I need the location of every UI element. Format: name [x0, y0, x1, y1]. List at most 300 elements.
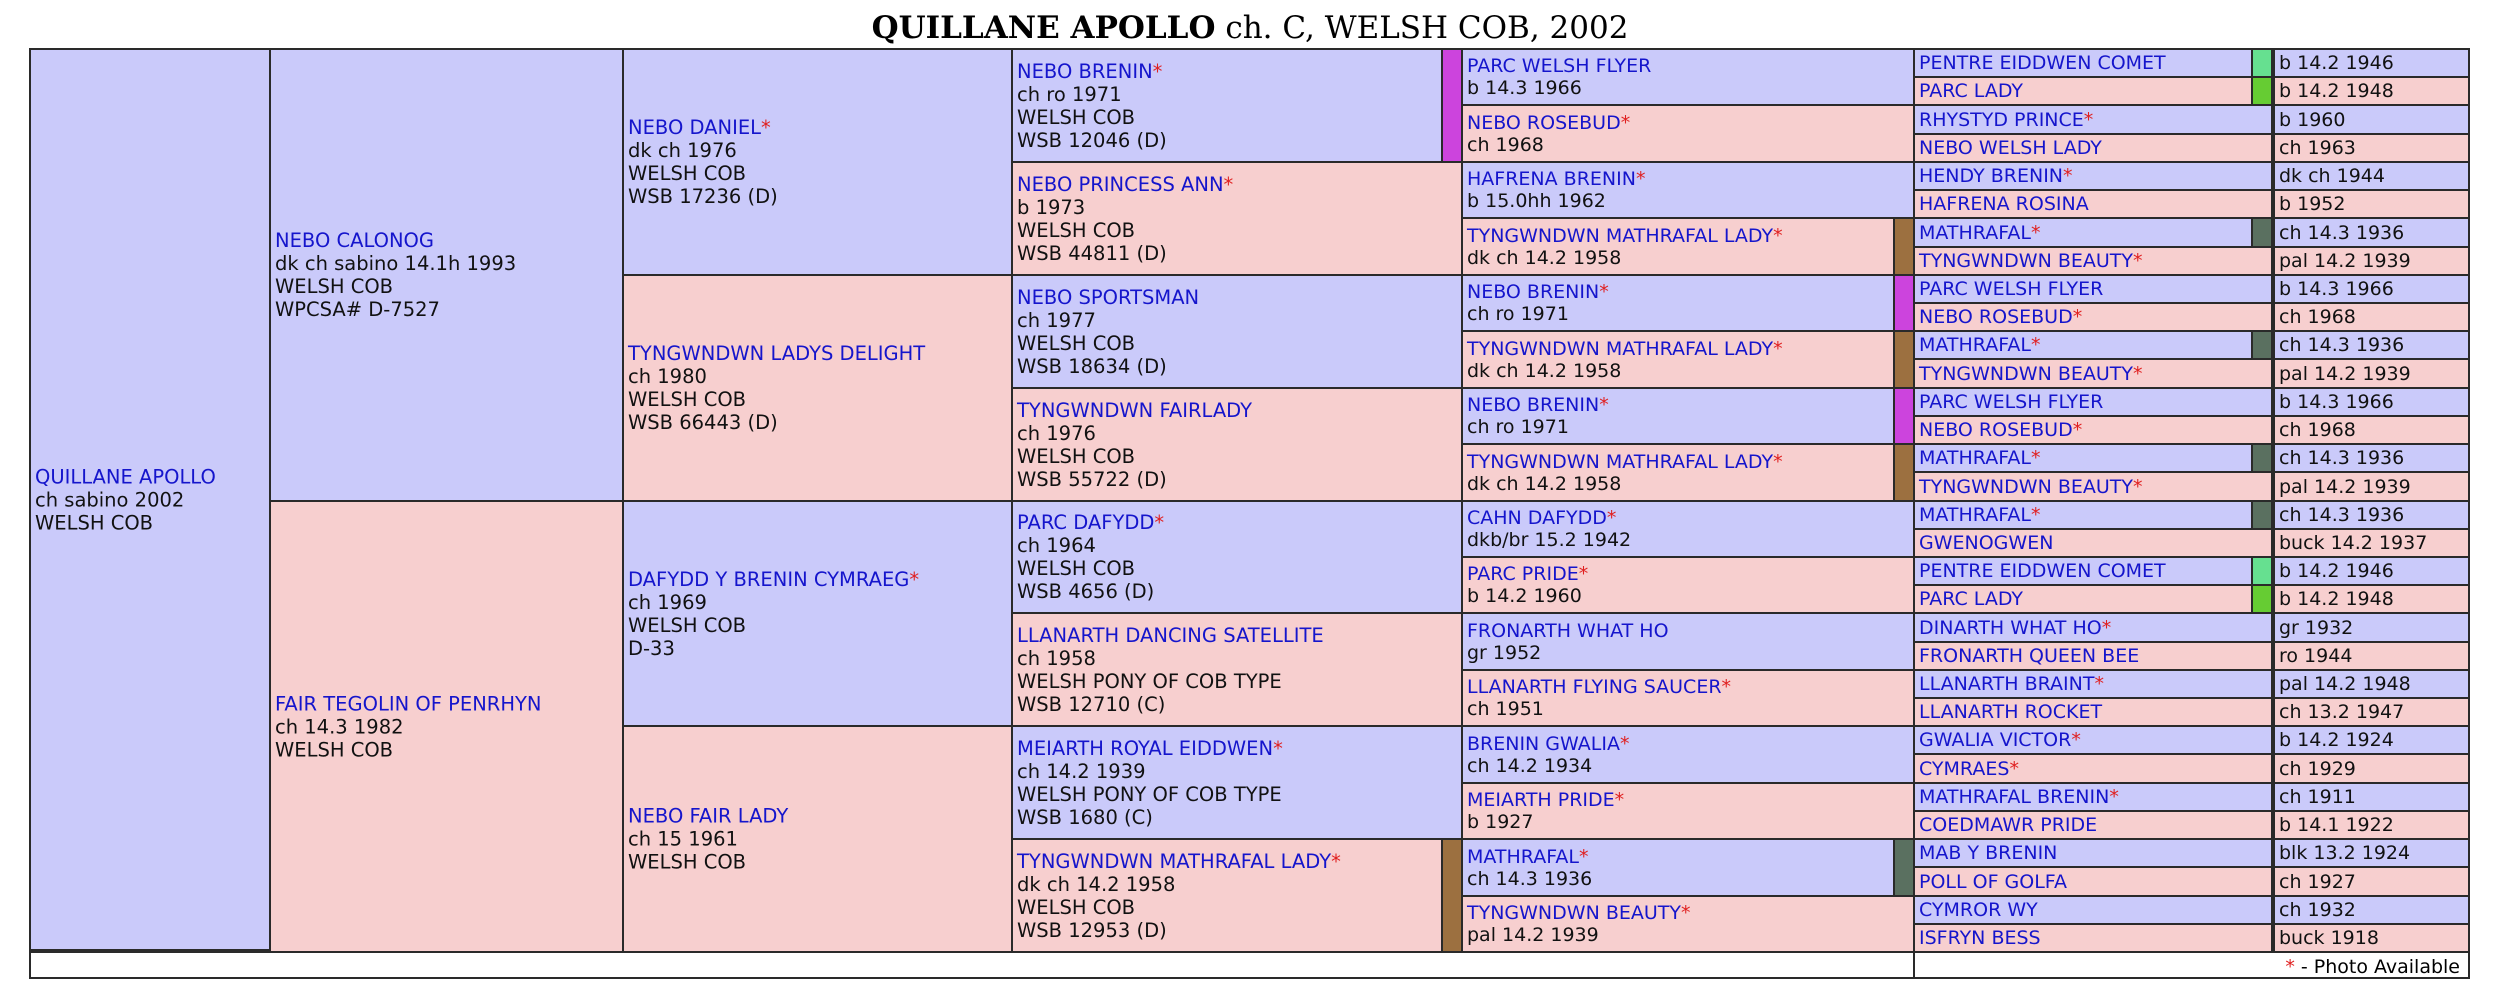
horse-detail: b 15.0hh 1962 — [1467, 190, 1606, 212]
photo-available-star: * — [2101, 616, 2112, 639]
pedigree-cell-name — [1913, 443, 2253, 473]
brown-color-swatch — [1893, 330, 1915, 389]
horse-info — [2275, 645, 2468, 667]
horse-detail-row — [628, 388, 1007, 411]
horse-info — [624, 805, 1011, 874]
horse-detail-row — [1017, 242, 1457, 265]
horse-info — [31, 465, 269, 534]
horse-name-link[interactable]: NEBO BRENIN — [1467, 281, 1600, 303]
pedigree-cell-name — [1913, 810, 2273, 840]
green-color-swatch — [1893, 838, 1915, 897]
pedigree-cell-name — [1913, 217, 2253, 248]
horse-info — [2275, 137, 2468, 159]
horse-name-link[interactable]: BRENIN GWALIA — [1467, 732, 1620, 755]
horse-name-link[interactable]: NEBO BRENIN — [1467, 394, 1600, 416]
horse-name-link[interactable]: MATHRAFAL BRENIN — [1919, 786, 2110, 808]
horse-name-link[interactable]: TYNGWNDWN MATHRAFAL LADY — [1017, 849, 1332, 873]
horse-info — [1013, 399, 1461, 491]
horse-detail: gr 1932 — [2279, 616, 2354, 639]
horse-detail: ch 1976 — [1017, 421, 1096, 445]
pedigree-cell-info — [2273, 104, 2470, 135]
horse-name-row — [1915, 278, 2271, 300]
horse-name-link[interactable]: PARC LADY — [1919, 80, 2024, 102]
horse-name-link[interactable]: PARC WELSH FLYER — [1919, 278, 2104, 300]
horse-detail: dk ch 14.2 1958 — [1017, 872, 1176, 896]
pedigree-cell-info — [2273, 217, 2470, 248]
horse-detail: pal 14.2 1939 — [2279, 475, 2411, 498]
horse-detail: b 14.2 1948 — [2279, 588, 2394, 610]
horse-name-link[interactable]: MATHRAFAL — [1919, 447, 2032, 469]
horse-info — [2275, 109, 2468, 131]
horse-name-row — [1467, 168, 1909, 190]
horse-name-link[interactable]: POLL OF GOLFA — [1919, 870, 2067, 893]
green-color-swatch — [2251, 500, 2273, 530]
horse-detail: b 1927 — [1467, 811, 1534, 833]
horse-name-link[interactable]: MEIARTH PRIDE — [1467, 789, 1615, 811]
horse-name-link[interactable]: MEIARTH ROYAL EIDDWEN — [1017, 736, 1274, 760]
horse-name-link[interactable]: NEBO WELSH LADY — [1919, 137, 2102, 159]
horse-name-link[interactable]: RHYSTYD PRINCE — [1919, 108, 2084, 131]
pedigree-cell-info — [2273, 838, 2470, 868]
pedigree-cell-name — [1913, 358, 2273, 389]
horse-name-row — [1467, 394, 1889, 416]
pedigree-cell — [622, 48, 1013, 276]
horse-name-row — [1017, 737, 1457, 760]
horse-name-link[interactable]: COEDMAWR PRIDE — [1919, 814, 2098, 836]
horse-name-row — [1915, 729, 2271, 751]
pedigree-cell-info — [2273, 274, 2470, 304]
pedigree-cell — [1461, 48, 1915, 106]
photo-available-star: * — [909, 567, 920, 591]
horse-detail: dk ch sabino 14.1h 1993 — [275, 252, 517, 275]
mint-color-swatch — [2251, 556, 2273, 586]
horse-detail: WSB 44811 (D) — [1017, 241, 1167, 265]
footer-left — [29, 951, 1915, 979]
horse-name-link[interactable]: FRONARTH WHAT HO — [1467, 619, 1669, 642]
horse-detail: WPCSA# D-7527 — [275, 298, 440, 321]
horse-name-link[interactable]: PENTRE EIDDWEN COMET — [1919, 560, 2166, 582]
horse-detail: pal 14.2 1939 — [1467, 924, 1599, 946]
horse-detail: WELSH COB — [1017, 557, 1136, 580]
horse-detail: WSB 17236 (D) — [628, 185, 778, 208]
horse-detail: ch 14.3 1936 — [2279, 221, 2405, 244]
pedigree-cell — [1461, 104, 1915, 163]
horse-info — [624, 116, 1011, 208]
photo-available-star: * — [1721, 676, 1732, 698]
horse-info — [2275, 391, 2468, 413]
photo-available-star: * — [761, 116, 771, 139]
pedigree-cell — [1461, 330, 1895, 389]
horse-detail: ro 1944 — [2279, 645, 2353, 667]
pedigree-cell — [1461, 782, 1915, 840]
horse-detail: D-33 — [628, 636, 675, 660]
horse-detail: dkb/br 15.2 1942 — [1467, 529, 1632, 551]
horse-info — [1463, 507, 1913, 551]
horse-info — [1463, 620, 1913, 664]
horse-detail-row — [628, 162, 1007, 185]
horse-name-row — [1915, 250, 2271, 272]
photo-available-star: * — [1578, 563, 1589, 585]
horse-detail: ch 1929 — [2279, 757, 2356, 780]
pedigree-cell-name — [1913, 415, 2273, 445]
photo-available-star: * — [2072, 419, 2083, 441]
horse-name-link[interactable]: NEBO SPORTSMAN — [1017, 285, 1200, 309]
horse-name-link[interactable]: PARC LADY — [1919, 588, 2024, 610]
horse-name-link[interactable]: CYMROR WY — [1919, 899, 2038, 921]
horse-name-link[interactable]: ISFRYN BESS — [1919, 927, 2041, 949]
photo-available-star: * — [2132, 250, 2143, 272]
photo-available-star: * — [2072, 306, 2083, 328]
horse-name-link[interactable]: CYMRAES — [1919, 757, 2010, 780]
pedigree-cell-name — [1913, 838, 2273, 868]
pedigree-cell-info — [2273, 161, 2470, 191]
horse-detail-row — [1467, 755, 1909, 777]
horse-name-row — [1467, 507, 1909, 529]
horse-info — [1463, 225, 1893, 269]
horse-name-link[interactable]: MATHRAFAL — [1919, 334, 2032, 356]
horse-info — [1463, 846, 1893, 890]
horse-detail-row — [1467, 868, 1889, 890]
horse-detail-row — [1017, 806, 1457, 829]
horse-name-link[interactable]: FAIR TEGOLIN OF PENRHYN — [275, 692, 542, 715]
pedigree-cell-name — [1913, 528, 2273, 558]
horse-detail-row — [1467, 473, 1889, 495]
pedigree-cell-info — [2273, 415, 2470, 445]
horse-detail: b 14.2 1960 — [1467, 585, 1582, 607]
horse-detail: WELSH PONY OF COB TYPE — [1017, 782, 1282, 806]
horse-name-link[interactable]: QUILLANE APOLLO — [35, 465, 216, 488]
horse-detail-row — [628, 365, 1007, 388]
purple-color-swatch — [1893, 274, 1915, 332]
horse-name-row — [1915, 560, 2251, 582]
pedigree-cell-name — [1913, 104, 2273, 135]
pedigree-cell-name — [1913, 274, 2273, 304]
horse-name-link[interactable]: PARC PRIDE — [1467, 563, 1579, 585]
horse-name-link[interactable]: PARC WELSH FLYER — [1919, 391, 2104, 413]
horse-detail: WELSH COB — [628, 850, 747, 874]
horse-info — [1463, 902, 1913, 946]
pedigree-cell-info — [2273, 76, 2470, 106]
pedigree-cell-info — [2273, 302, 2470, 332]
horse-detail-row — [1017, 873, 1437, 896]
horse-name-link[interactable]: HAFRENA ROSINA — [1919, 193, 2089, 215]
horse-info — [1013, 737, 1461, 829]
pedigree-cell-name — [1913, 753, 2273, 784]
lime-color-swatch — [2251, 76, 2273, 106]
horse-info — [1013, 286, 1461, 378]
horse-name-link[interactable]: TYNGWNDWN MATHRAFAL LADY — [1467, 224, 1774, 247]
pedigree-cell-name — [1913, 246, 2273, 276]
horse-name-row — [628, 342, 1007, 365]
photo-available-star: * — [1614, 789, 1625, 811]
photo-available-star: * — [2132, 475, 2143, 498]
horse-name-link[interactable]: TYNGWNDWN LADYS DELIGHT — [628, 342, 926, 365]
horse-detail: ch sabino 2002 — [35, 488, 185, 511]
photo-available-star: * — [2031, 221, 2041, 244]
horse-name-link[interactable]: DINARTH WHAT HO — [1919, 616, 2102, 639]
horse-name-row — [1915, 80, 2251, 102]
horse-name-row — [1017, 850, 1437, 873]
horse-detail: ch 1963 — [2279, 137, 2356, 159]
horse-detail-row — [1017, 670, 1457, 693]
horse-detail-row — [1467, 77, 1909, 99]
horse-detail: b 14.3 1966 — [2279, 278, 2394, 300]
horse-detail: WSB 4656 (D) — [1017, 580, 1155, 603]
horse-info — [2275, 899, 2468, 921]
pedigree-cell-name — [1913, 500, 2253, 530]
pedigree-cell — [1461, 274, 1895, 332]
pedigree-cell-name — [1913, 669, 2273, 699]
horse-name-row — [1467, 451, 1889, 473]
horse-detail: ch 14.2 1939 — [1017, 759, 1146, 783]
pedigree-cell-info — [2273, 612, 2470, 643]
horse-info — [2275, 52, 2468, 74]
horse-info — [2275, 588, 2468, 610]
pedigree-cell-name — [1913, 556, 2253, 586]
horse-info — [2275, 476, 2468, 498]
horse-name-link[interactable]: NEBO ROSEBUD — [1919, 419, 2073, 441]
pedigree-cell-info — [2273, 330, 2470, 360]
horse-info — [2275, 814, 2468, 836]
pedigree-cell — [1011, 161, 1463, 276]
pedigree-cell-name — [1913, 866, 2273, 897]
horse-name-row — [1915, 842, 2271, 864]
horse-info — [2275, 842, 2468, 864]
pedigree-cell-name — [1913, 923, 2273, 953]
horse-name-link[interactable]: FRONARTH QUEEN BEE — [1919, 645, 2140, 667]
horse-name-row — [1467, 846, 1889, 868]
horse-name-link[interactable]: MATHRAFAL — [1467, 845, 1580, 868]
horse-name-row — [1915, 701, 2271, 723]
horse-info — [624, 568, 1011, 660]
pedigree-cell — [1011, 725, 1463, 840]
horse-name-link[interactable]: TYNGWNDWN BEAUTY — [1919, 362, 2133, 385]
horse-name-link[interactable]: LLANARTH FLYING SAUCER — [1467, 676, 1722, 698]
pedigree-cell-name — [1913, 782, 2273, 812]
horse-detail-row — [1017, 445, 1457, 468]
horse-detail-row — [1017, 534, 1457, 557]
pedigree-cell-name — [1913, 641, 2273, 671]
horse-info — [2275, 729, 2468, 751]
horse-name-row — [1017, 60, 1437, 83]
horse-name-row — [1915, 222, 2251, 244]
horse-detail: dk ch 1976 — [628, 139, 737, 162]
pedigree-cell-name — [1913, 48, 2253, 78]
horse-detail: dk ch 14.2 1958 — [1467, 472, 1622, 495]
horse-name-row — [1915, 137, 2271, 159]
horse-name-link[interactable]: TYNGWNDWN MATHRAFAL LADY — [1467, 450, 1774, 473]
horse-detail: WELSH COB — [628, 388, 747, 411]
horse-detail: ch 1932 — [2279, 899, 2356, 921]
pedigree-cell-info — [2273, 556, 2470, 586]
horse-info — [1463, 563, 1913, 607]
pedigree-cell-info — [2273, 895, 2470, 925]
horse-name-row — [1915, 504, 2251, 526]
horse-name-link[interactable]: MAB Y BRENIN — [1919, 842, 2058, 864]
horse-detail: b 1960 — [2279, 108, 2346, 131]
horse-detail: ch 14.3 1936 — [2279, 334, 2405, 356]
horse-detail: WELSH COB — [1017, 218, 1136, 242]
pedigree-cell-info — [2273, 782, 2470, 812]
horse-detail-row — [1017, 580, 1457, 603]
horse-detail-row — [1017, 332, 1457, 355]
photo-available-star: * — [1773, 224, 1783, 247]
horse-detail: ch 14.3 1936 — [1467, 867, 1593, 890]
horse-name-link[interactable]: NEBO CALONOG — [275, 229, 435, 252]
horse-name-link[interactable]: PENTRE EIDDWEN COMET — [1919, 52, 2166, 74]
horse-name-row — [1915, 814, 2271, 836]
horse-detail: ch 14.3 1936 — [2279, 504, 2405, 526]
horse-name-link[interactable]: NEBO ROSEBUD — [1919, 306, 2073, 328]
horse-detail-row — [1467, 190, 1909, 212]
pedigree-cell-info — [2273, 528, 2470, 558]
horse-info — [1463, 281, 1893, 325]
horse-detail: WELSH COB — [275, 738, 394, 761]
horse-detail: ch 1964 — [1017, 534, 1096, 557]
horse-name-link[interactable]: PARC DAFYDD — [1017, 511, 1155, 534]
photo-available-star: * — [2031, 447, 2041, 469]
pedigree-cell-info — [2273, 753, 2470, 784]
horse-detail: b 14.2 1948 — [2279, 80, 2394, 102]
horse-detail: ch 1980 — [628, 365, 707, 388]
pedigree-cell-info — [2273, 866, 2470, 897]
horse-detail: b 14.1 1922 — [2279, 814, 2394, 836]
horse-name-link[interactable]: TYNGWNDWN FAIRLADY — [1017, 398, 1253, 422]
horse-detail-row — [628, 411, 1007, 434]
horse-info — [2275, 673, 2468, 695]
pedigree-cell — [1461, 895, 1915, 953]
horse-name-row — [1915, 673, 2271, 695]
horse-name-link[interactable]: MATHRAFAL — [1919, 504, 2032, 526]
pedigree-cell-info — [2273, 500, 2470, 530]
horse-detail: WELSH COB — [275, 275, 394, 298]
photo-available-star: * — [2063, 165, 2073, 187]
horse-name-link[interactable]: NEBO FAIR LADY — [628, 804, 789, 828]
pedigree-cell-info — [2273, 48, 2470, 78]
horse-name-link[interactable]: HENDY BRENIN — [1919, 165, 2064, 187]
horse-detail-row — [1017, 219, 1457, 242]
horse-detail: blk 13.2 1924 — [2279, 842, 2411, 864]
horse-name-row — [1915, 419, 2271, 441]
horse-name-link[interactable]: CAHN DAFYDD — [1467, 507, 1607, 529]
horse-detail: ch 1968 — [2279, 419, 2356, 441]
horse-name-row — [1915, 476, 2271, 498]
horse-info — [2275, 927, 2468, 949]
horse-info — [2275, 617, 2468, 639]
brown-color-swatch — [1441, 838, 1463, 953]
pedigree-cell — [1011, 612, 1463, 727]
horse-name-link[interactable]: NEBO PRINCESS ANN — [1017, 172, 1224, 196]
pedigree-cell-info — [2273, 584, 2470, 614]
horse-name-row — [1467, 620, 1909, 642]
horse-detail-row — [1017, 919, 1437, 942]
pedigree-cell-name — [1913, 161, 2273, 191]
horse-name-link[interactable]: TYNGWNDWN BEAUTY — [1919, 250, 2133, 272]
horse-name-row — [1915, 758, 2271, 780]
horse-name-link[interactable]: NEBO ROSEBUD — [1467, 111, 1621, 134]
photo-available-star: * — [1606, 507, 1617, 529]
purple-color-swatch — [1441, 48, 1463, 163]
pedigree-cell — [1461, 161, 1915, 219]
horse-name-link[interactable]: NEBO BRENIN — [1017, 59, 1153, 83]
pedigree-cell — [1461, 500, 1915, 558]
horse-detail-row — [1467, 698, 1909, 720]
horse-name-link[interactable]: GWALIA VICTOR — [1919, 729, 2072, 751]
horse-name-link[interactable]: PARC WELSH FLYER — [1467, 55, 1652, 77]
horse-name-row — [1467, 733, 1909, 755]
horse-name-link[interactable]: MATHRAFAL — [1919, 221, 2032, 244]
horse-name-link[interactable]: DAFYDD Y BRENIN CYMRAEG — [628, 567, 910, 591]
pedigree-cell — [622, 725, 1013, 953]
horse-detail: WELSH COB — [628, 613, 747, 637]
horse-detail: ch 1927 — [2279, 870, 2356, 893]
horse-detail-row — [35, 488, 265, 511]
horse-info — [1463, 789, 1913, 833]
horse-detail: WSB 55722 (D) — [1017, 467, 1167, 491]
horse-name-row — [1915, 899, 2271, 921]
photo-available-star: * — [1154, 511, 1165, 534]
photo-available-star: * — [2031, 504, 2041, 526]
horse-name-link[interactable]: LLANARTH ROCKET — [1919, 701, 2103, 723]
horse-name-row — [1915, 334, 2251, 356]
horse-detail-row — [1017, 422, 1457, 445]
horse-info — [1013, 624, 1461, 716]
horse-name-link[interactable]: TYNGWNDWN BEAUTY — [1919, 475, 2133, 498]
horse-detail-row — [1467, 811, 1909, 833]
horse-detail-row — [1017, 355, 1457, 378]
horse-name-row — [1017, 286, 1457, 309]
horse-detail: ch 1968 — [1467, 133, 1544, 156]
horse-name-link[interactable]: HAFRENA BRENIN — [1467, 168, 1636, 190]
pedigree-cell — [29, 48, 271, 951]
horse-name-link[interactable]: LLANARTH DANCING SATELLITE — [1017, 623, 1324, 647]
horse-name-link[interactable]: TYNGWNDWN BEAUTY — [1467, 902, 1681, 924]
pedigree-cell-info — [2273, 697, 2470, 727]
photo-available-star: * — [1773, 450, 1783, 473]
brown-color-swatch — [1893, 443, 1915, 502]
horse-name-link[interactable]: LLANARTH BRAINT — [1919, 673, 2095, 695]
horse-detail-row — [1017, 760, 1457, 783]
photo-available-star: * — [1620, 111, 1631, 134]
pedigree-cell — [1011, 838, 1443, 953]
horse-detail: pal 14.2 1939 — [2279, 362, 2411, 385]
horse-detail: WELSH COB — [1017, 105, 1136, 129]
horse-info — [2275, 193, 2468, 215]
horse-name-row — [35, 465, 265, 488]
horse-name-link[interactable]: NEBO DANIEL — [628, 116, 762, 139]
horse-detail-row — [1017, 309, 1457, 332]
horse-name-row — [1467, 112, 1909, 134]
horse-detail-row — [1017, 693, 1457, 716]
horse-detail: pal 14.2 1948 — [2279, 673, 2411, 695]
horse-info — [1463, 451, 1893, 495]
horse-name-row — [275, 229, 618, 252]
horse-name-row — [628, 805, 1007, 828]
horse-info — [2275, 80, 2468, 102]
pedigree-cell — [1461, 725, 1915, 784]
page-title — [0, 6, 2500, 50]
pedigree-cell-name — [1913, 330, 2253, 360]
horse-name-row — [1915, 871, 2271, 893]
horse-name-link[interactable]: GWENOGWEN — [1919, 532, 2054, 554]
horse-detail: WSB 12710 (C) — [1017, 692, 1166, 716]
horse-detail: b 14.3 1966 — [2279, 391, 2394, 413]
horse-info — [271, 229, 622, 321]
horse-detail: ch 14.3 1982 — [275, 715, 404, 738]
horse-name-link[interactable]: TYNGWNDWN MATHRAFAL LADY — [1467, 337, 1774, 360]
horse-name-row — [1915, 927, 2271, 949]
pedigree-cell-name — [1913, 895, 2273, 925]
